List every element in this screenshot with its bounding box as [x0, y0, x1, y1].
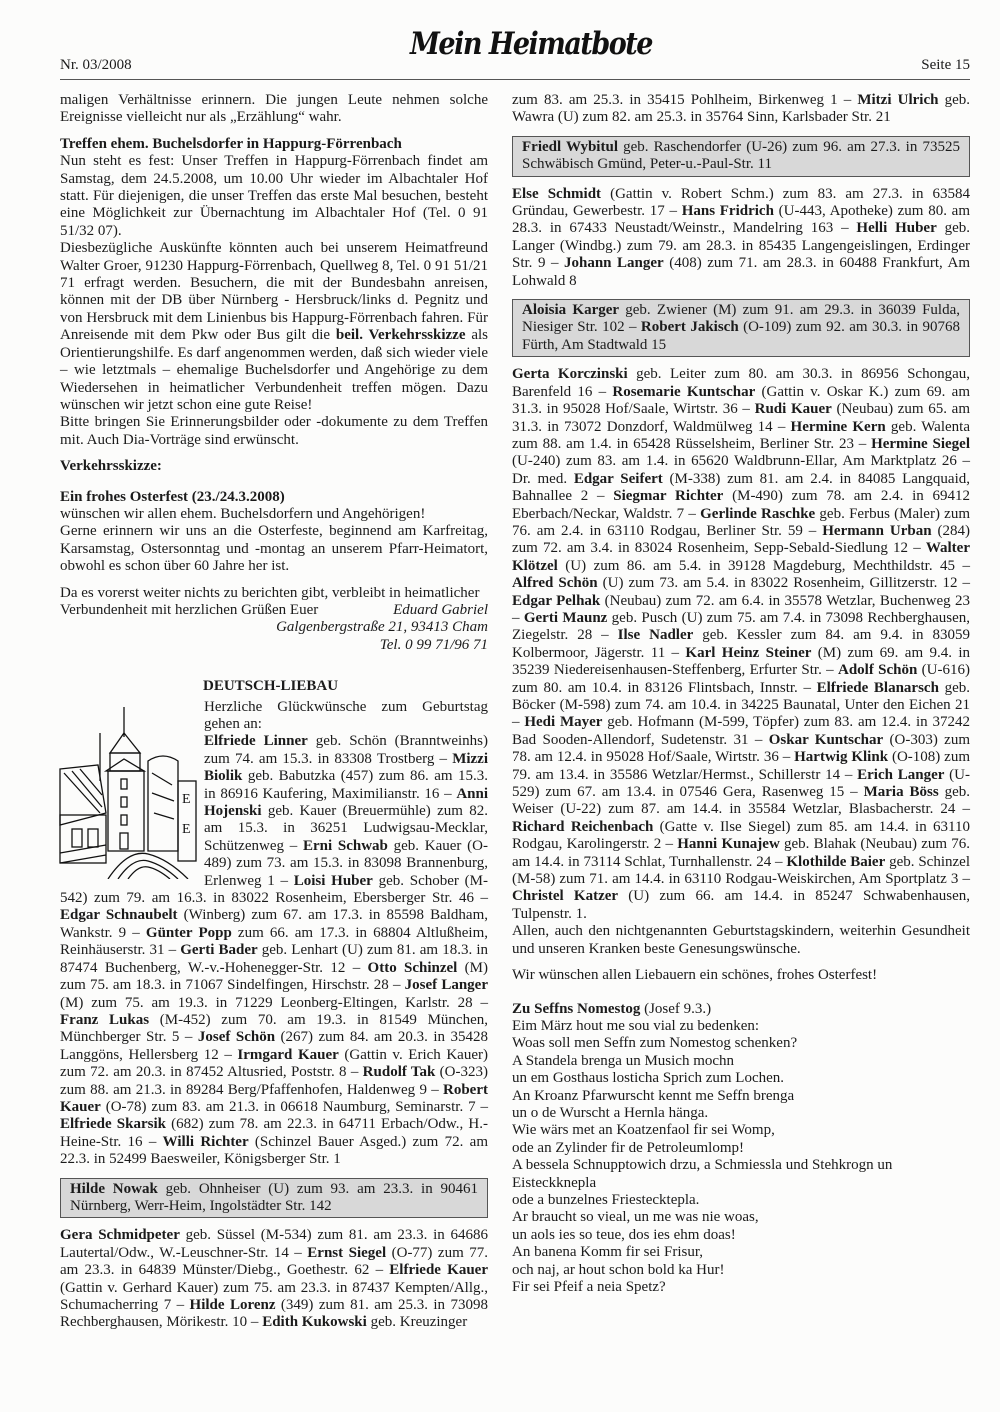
easter-greeting [512, 967, 970, 984]
text-run: geb. Süssel (M-534) zum 81. am 23.3. in 64686 Lautertal/Odw., W.-Leuschner-Str. 14 – [60, 1227, 489, 1261]
paragraph [60, 240, 488, 414]
person-name: Gerta Korczinski [512, 366, 628, 383]
text-run: (U) zum 86. am 5.4. in 39128 Magdeburg, Mechthildstr. 45 – [557, 557, 970, 574]
text-run: Diesbezügliche Auskünfte könnten auch bei unserem Heimatfreund Walter Groer, 91230 Happurg-Förrenbach, Quellweg 8, Tel. 0 91 51/21 71 erfragt werden. Besuchern, die mit der Bundesbahn anreisen, können mit der DB über Nürnberg - Hersbruck/links d. Pegnitz und von Hersbruck mit dem Linienbus bis Happurg-Förrenbach fahren. Für Anreisende mit dem Pkw oder Bus gilt die [60, 240, 488, 344]
poem-line: un em Gosthaus losticha Sprich zum Lochen. [512, 1070, 785, 1087]
poem-line: Wie wärs met an Koatzenfaol fir sei Womp, [512, 1122, 775, 1139]
person-name: Robert Jakisch [640, 319, 739, 336]
intro-text: Herzliche Glückwünsche zum Geburtstag gehen an: [204, 698, 488, 732]
text-run: (Gattin v. Erich Kauer) zum 72. am 20.3. in 87452 Altusried, Poststr. 8 – [60, 1046, 488, 1081]
person-name: Rudi Kauer [754, 401, 832, 418]
text-run: (Schinzel Bauer Asged.) zum 72. am 22.3. in 52499 Baesweiler, Königsberger Str. 1 [60, 1133, 489, 1168]
person-name: Gerti Bader [180, 942, 258, 959]
text-run: (O-77) zum 77. am 23.3. in 64839 Münster/Diebg., Goethestr. 62 – [60, 1244, 488, 1279]
text-run: (408) zum 71. am 28.3. in 60488 Frankfurt, Am Lohwald 8 [512, 255, 970, 289]
paragraph [60, 523, 488, 575]
person-name: Hermann Urban [822, 522, 932, 539]
text-run: geb. Schober (M-542) zum 79. am 16.3. in 83022 Rosenheim, Ebersberger Str. 46 – [60, 872, 488, 907]
text-run: (M) zum 75. am 18.3. in 71067 Sindelfingen, Hirschstr. 28 – [60, 959, 489, 994]
person-name: Erni Schwab [302, 837, 388, 854]
person-name: Siegmar Richter [613, 488, 724, 505]
text-run: Allen, auch den nichtgenannten Geburtstagskindern, weiterhin Gesundheit und unseren Kranken beste Genesungswünsche. [512, 923, 970, 957]
text-run: (O-323) zum 88. am 21.3. in 89284 Berg/Pfaffenhofen, Haldenweg 9 – [60, 1064, 488, 1098]
person-name: Mitzi Ulrich [857, 92, 939, 108]
text-run: (Neubau) zum 65. am 31.3. in 73072 Donzdorf, Waldmülweg 14 – [512, 401, 971, 435]
person-name: Rudolf Tak [362, 1064, 436, 1081]
birthday-list [512, 92, 970, 127]
person-name: Irmgard Kauer [237, 1046, 339, 1063]
person-name: Christel Katzer [512, 888, 619, 905]
paragraph [60, 414, 488, 449]
person-name: Oskar Kuntschar [768, 731, 884, 748]
person-name: Klothilde Baier [786, 853, 886, 870]
paragraph [60, 506, 488, 523]
closing-line: Verbundenheit mit herzlichen Grüßen Euer [60, 601, 319, 618]
person-name: Gerlinde Raschke [700, 505, 816, 522]
person-name: Hilde Lorenz [189, 1297, 276, 1313]
person-name: Anni Hojenski [204, 785, 488, 820]
poem-line: A Standela brenga un Musich mochn [512, 1052, 735, 1069]
person-name: Aloisia Karger [522, 302, 620, 319]
signature-row [60, 602, 488, 619]
text-run: geb. Schön (Branntweinhs) zum 74. am 15.3. in 83308 Trostberg – [204, 733, 488, 767]
text-run: geb. Kessler zum 84. am 9.4. in 83059 Kolbermoor, Jägerstr. 11 – [512, 627, 970, 661]
person-name: Hilde Nowak [70, 1180, 158, 1197]
person-name: Elfriede Linner [204, 733, 308, 750]
header-rule [60, 79, 970, 80]
person-name: Rosemarie Kuntschar [612, 383, 756, 400]
text-run: geb. Böcker (M-598) zum 74. am 10.4. in 34225 Baunatal, Unter den Eichen 21 – [512, 679, 970, 731]
text-run: (Gattin v. Gerhard Kauer) zum 75. am 23.3. in 87437 Kempten/Allg., Schumacherring 7 – [60, 1279, 488, 1313]
poem-line: Eim März hout me sou vial zu bedenken: [512, 1017, 760, 1034]
text-run: (O-303) zum 78. am 12.4. in 95028 Hof/Saale, Wirtstr. 36 – [512, 731, 970, 766]
text-run: geb. Babutzka (457) zum 86. am 15.3. in 86916 Kaufering, Maximilianstr. 16 – [204, 768, 488, 802]
person-name: Elfriede Kauer [389, 1262, 488, 1279]
poem-line: och naj, ar hout schon bold ka Hur! [512, 1261, 725, 1278]
poem-line: ode an Zylinder fir de Petroleumlomp! [512, 1139, 745, 1156]
text-run: geb. Walenta zum 88. am 1.4. in 65428 Rüsselsheim, Berliner Str. 23 – [512, 418, 970, 452]
text-run: (U-616) zum 80. am 10.4. in 83126 Flintsbach, Innstr. – [512, 662, 970, 696]
text-run: geb. Schinzel (M-58) zum 71. am 14.4. in 63110 Rodgau-Weiskirchen, Am Sportplatz 3 – [512, 853, 970, 888]
person-name: Willi Richter [162, 1133, 249, 1150]
signature-name: Eduard Gabriel [393, 601, 488, 618]
text-run: als Orientierungshilfe. Es darf angenommen werden, daß sich wieder viele – wie letztmals – ehemalige Buchelsdorfer und Angehörige zu dem Wiedersehen in heimatlicher Verbundenheit treffen mögen. Dazu wünschen wir jetzt schon eine gute Reise! [60, 327, 488, 413]
signature-phone: Tel. 0 99 71/96 71 [379, 636, 488, 653]
person-name: Elfriede Skarsik [60, 1116, 166, 1133]
poem-line: un o de Wurscht a Hernla hänga. [512, 1104, 709, 1121]
person-name: Edith Kukowski [262, 1314, 367, 1331]
person-name: Hermine Kern [790, 418, 886, 435]
highlight-box [512, 136, 970, 177]
text-run: (Winberg) zum 67. am 17.3. in 85598 Baldham, Wankstr. 9 – [60, 907, 488, 941]
person-name: Hans Fridrich [681, 203, 774, 220]
birthday-list [512, 186, 970, 290]
text-run: (267) zum 84. am 20.3. in 35428 Langgöns, Hellersberg 12 – [60, 1029, 488, 1063]
person-name: beil. Verkehrsskizze [335, 327, 466, 344]
paragraph [60, 153, 488, 240]
person-name: Elfriede Blanarsch [816, 679, 939, 696]
text-run: (U-443, Apotheke) zum 80. am 28.3. in 67433 Neustadt/Weinstr., Mandelring 163 – [512, 203, 970, 237]
poem-title [512, 1001, 970, 1018]
person-name: Hanni Kunajew [677, 836, 780, 853]
text-run: (Gattin v. Robert Schm.) zum 83. am 27.3. in 63584 Gründau, Gewerbestr. 17 – [512, 185, 970, 220]
person-name: Edgar Schnaubelt [60, 907, 178, 924]
text-run: (682) zum 78. am 22.3. in 64711 Erbach/Odw., H.-Heine-Str. 16 – [60, 1116, 488, 1150]
text-run: (Josef 9.3.) [640, 1000, 712, 1017]
person-name: Zu Seffns Nomestog [512, 1000, 641, 1017]
text-run: geb. Kreuzinger [366, 1314, 468, 1331]
person-name: Gerti Maunz [523, 609, 608, 626]
person-name: Franz Lukas [60, 1011, 150, 1028]
poem-line: Ar braucht so vieal, un me was nie woas, [512, 1209, 759, 1226]
poem [512, 1018, 970, 1297]
text-run: (O-109) zum 92. am 30.3. in 90768 Fürth, Am Stadtwald 15 [522, 319, 960, 353]
person-name: Hermine Siegel [871, 435, 971, 452]
text-run: geb. Ohnheiser (U) zum 93. am 23.3. in 90461 Nürnberg, Werr-Heim, Ingolstädter Str. 142 [70, 1180, 479, 1214]
text-run: (Gattin v. Oskar K.) zum 69. am 31.3. in 95028 Hof/Saale, Wirtstr. 36 – [512, 383, 970, 418]
text-run: Bitte bringen Sie Erinnerungsbilder oder -dokumente zu dem Treffen mit. Auch Dia-Vorträge sind erwünscht. [60, 414, 488, 448]
poem-line: A bessela Schnupptowich drzu, a Schmiessla und Stehkrogn un Eisteckknepla [512, 1157, 893, 1191]
text-run: geb. Weiser (U-22) zum 87. am 14.4. in 35584 Wetzlar, Blasbacherstr. 24 – [512, 784, 970, 818]
person-name: Gera Schmidpeter [60, 1227, 180, 1244]
text-run: geb. Kauer (O-489) zum 73. am 15.3. in 83098 Brannenburg, Erlenweg 1 – [204, 837, 488, 889]
person-name: Robert Kauer [60, 1081, 488, 1115]
svg-text:E: E [182, 821, 191, 837]
person-name: Günter Popp [145, 924, 232, 941]
text-run: (O-78) zum 83. am 21.3. in 06618 Naumburg, Seminarstr. 7 – [100, 1098, 488, 1115]
text-run: zum 66. am 17.3. in 68804 Altlußheim, Reinhäuserstr. 31 – [60, 924, 488, 959]
text-run: (M-452) zum 70. am 19.3. in 81549 München, Münchberger Str. 5 – [60, 1011, 488, 1046]
person-name: Johann Langer [563, 255, 664, 272]
closing-line: Da es vorerst weiter nichts zu berichten gibt, verbleibt in heimatlicher [60, 584, 480, 601]
church-illustration [58, 703, 198, 879]
newspaper-logo: Mein Heimatbote [410, 26, 652, 63]
text-run: zum 83. am 25.3. in 35415 Pohlheim, Birkenweg 1 – [512, 92, 858, 108]
highlight-box [512, 299, 970, 357]
poem-line: un aols ies so teue, dos ies ehm doas! [512, 1226, 736, 1243]
person-name: Adolf Schön [837, 662, 918, 679]
text-run: Wir wünschen allen Liebauern ein schönes, frohes Osterfest! [512, 967, 878, 984]
text-run: (U-240) zum 83. am 1.4. in 65620 Waldbrunn-Ellar, Am Marktplatz 26 – Dr. med. [512, 453, 970, 487]
person-name: Josef Langer [404, 977, 489, 994]
text-run: (U) zum 66. am 14.4. in 85247 Schwabenhausen, Tulpenstr. 1. [512, 888, 970, 922]
text-run: (M) zum 69. am 9.4. in 35239 Niedereisenhausen-Steffenberg, Erfurter Str. – [512, 644, 970, 679]
text-run: geb. Langer (Windbg.) zum 79. am 28.3. in 85435 Langengeislingen, Erdinger Str. 9 – [512, 220, 970, 272]
person-name: Else Schmidt [512, 185, 602, 202]
text-run: Nun steht es fest: Unser Treffen in Happurg-Förrenbach findet am Samstag, dem 24.5.2008, um 10.00 Uhr wieder im Albachtaler Hof statt. Für diejenigen, die unser Treffen das erste Mal besuchen, besteht eine Möglichkeit zur Übernachtung im Albachtaler Hof (Tel. 0 91 51/32 07). [60, 153, 488, 239]
person-name: Hedi Mayer [524, 714, 603, 731]
person-name: Alfred Schön [512, 575, 598, 592]
person-name: Mizzi Biolik [204, 750, 488, 785]
issue-number: Nr. 03/2008 [60, 57, 132, 73]
birthday-list [60, 1227, 488, 1331]
person-name: Josef Schön [197, 1029, 276, 1046]
text-run: (349) zum 81. am 25.3. in 73098 Rechberghausen, Mörikestr. 10 – [60, 1297, 488, 1331]
text-run: geb. Hofmann (M-599, Töpfer) zum 83. am 12.4. in 37242 Bad Sooden-Allendorf, Sudetenstr. 31 – [512, 714, 970, 748]
text-run: geb. Zwiener (M) zum 91. am 29.3. in 36039 Fulda, Niesiger Str. 102 – [522, 302, 960, 336]
poem-line: An Kroanz Pfarwurscht kennt me Seffn brenga [512, 1087, 795, 1104]
text-run: geb. Ferbus (Maler) zum 76. am 2.4. in 63110 Rodgau, Berliner Str. 59 – [512, 505, 971, 539]
paragraph [60, 92, 488, 127]
text-run: wünschen wir allen ehem. Buchelsdorfern und Angehörigen! [60, 505, 426, 522]
person-name: Ernst Siegel [307, 1244, 387, 1261]
signature-address: Galgenbergstraße 21, 93413 Cham [276, 619, 488, 636]
birthday-section [60, 699, 488, 1169]
person-name: Maria Böss [863, 784, 939, 801]
text-run: geb. Leiter zum 80. am 30.3. in 86956 Schongau, Barenfeld 16 – [512, 366, 970, 400]
person-name: Richard Reichenbach [512, 818, 654, 835]
text-run: geb. Kauer (Breuermühle) zum 82. am 15.3. in 36251 Ludwigsau-Mecklar, Schützenweg – [204, 803, 488, 854]
text-run: (O-108) zum 79. am 13.4. in 35586 Wetzlar/Hermst., Schillerstr 14 – [512, 749, 970, 783]
person-name: Erich Langer [857, 766, 945, 783]
text-run: geb. Blahak (Neubau) zum 76. am 14.4. in 73114 Schlat, Turnhallenstr. 24 – [512, 836, 971, 870]
person-name: Edgar Seifert [573, 470, 663, 487]
person-name: Karl Heinz Steiner [685, 644, 812, 661]
text-run: geb. Wawra (U) zum 82. am 25.3. in 35764 Sinn, Karlsbader Str. 21 [512, 92, 970, 126]
text-run: geb. Raschendorfer (U-26) zum 96. am 27.3. in 73525 Schwäbisch Gmünd, Peter-u.-Paul-Str. 11 [522, 138, 960, 173]
person-name: Edgar Pelhak [512, 592, 601, 609]
text-run: (U-529) zum 67. am 13.4. in 07546 Gera, Rasenweg 15 – [512, 766, 970, 801]
svg-text:E: E [182, 791, 191, 807]
person-name: Helli Huber [856, 220, 937, 237]
poem-line: An banena Komm fir sei Frisur, [512, 1244, 704, 1261]
left-column [60, 92, 488, 1332]
text-run: geb. Pusch (U) zum 75. am 7.4. in 73098 Rechberghausen, Ziegelstr. 28 – [512, 609, 970, 644]
text-run: (M-490) zum 78. am 2.4. in 69412 Eberbach/Neckar, Waldstr. 7 – [512, 488, 970, 522]
text-run: Gerne erinnern wir uns an die Osterfeste, beginnend am Karfreitag, Karsamstag, Ostersonntag und -montag an unserem Pfarr-Heimatort, obwohl es schon über 60 Jahre her ist. [60, 523, 488, 575]
poem-line: ode a bunzelnes Friestecktepla. [512, 1191, 700, 1208]
birthday-list [512, 366, 970, 923]
text-run: maligen Verhältnisse erinnern. Die jungen Leute nehmen solche Ereignisse vielleicht nur als „Erzählung“ wahr. [60, 92, 488, 126]
person-name: Otto Schinzel [367, 959, 458, 976]
text-run: (Gatte v. Ilse Siegel) zum 85. am 14.4. in 63110 Rodgau, Karolingerstr. 2 – [512, 818, 970, 853]
poem-line: Fir sei Pfeif a neia Spetz? [512, 1279, 666, 1295]
section-title: DEUTSCH-LIEBAU [203, 678, 339, 695]
get-well-wishes [512, 923, 970, 958]
text-run: (U) zum 73. am 5.4. in 83022 Rosenheim, Gillitzerstr. 12 – [597, 575, 970, 592]
text-run: (Neubau) zum 72. am 6.4. in 35578 Wetzlar, Buchenweg 23 – [512, 592, 970, 626]
text-run: (M) zum 75. am 19.3. in 71229 Leonberg-Eltingen, Karlstr. 28 – [60, 994, 488, 1011]
page-number: Seite 15 [921, 57, 970, 73]
text-run: (M-338) zum 81. am 2.4. in 84085 Langquaid, Bahnallee 2 – [512, 470, 970, 505]
person-name: Loisi Huber [293, 872, 373, 889]
map-caption: Verkehrsskizze: [60, 458, 162, 475]
person-name: Ilse Nadler [617, 627, 694, 644]
highlight-box [60, 1178, 488, 1219]
right-column [512, 92, 970, 1296]
person-name: Hartwig Klink [794, 749, 889, 766]
person-name: Friedl Wybitul [522, 138, 618, 155]
poem-line: Woas soll men Seffn zum Nomestog schenken? [512, 1035, 798, 1052]
article-heading: Ein frohes Osterfest (23./24.3.2008) [60, 488, 285, 505]
article-heading: Treffen ehem. Buchelsdorfer in Happurg-Förrenbach [60, 135, 402, 152]
person-name: Walter Klötzel [512, 540, 970, 574]
text-run: geb. Lenhart (U) zum 81. am 18.3. in 87474 Buchenberg, W.-v.-Hohenegger-Str. 12 – [60, 942, 488, 976]
text-run: (284) zum 72. am 3.4. in 83024 Rosenheim, Sepp-Sebald-Siedlung 12 – [512, 522, 970, 557]
